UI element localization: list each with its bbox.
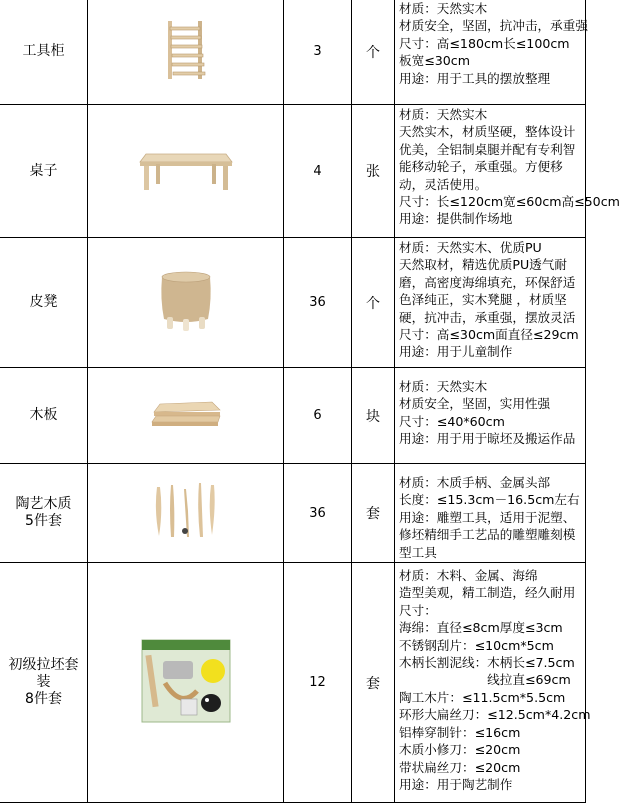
item-image — [88, 0, 284, 105]
item-unit: 张 — [352, 105, 395, 238]
item-unit: 套 — [352, 563, 395, 803]
table-row — [0, 464, 586, 563]
item-description — [395, 238, 586, 368]
desc-line: 用途：用于用于晾坯及搬运作品 — [399, 431, 576, 447]
item-description — [395, 464, 586, 563]
item-name: 陶艺木质 5件套 — [0, 464, 88, 563]
item-name: 桌子 — [0, 105, 88, 238]
desc-line: 材质：天然实木 — [399, 1, 488, 16]
tool-shelf-image — [164, 19, 208, 81]
desc-line: 天然取材，精选优质PU透气耐磨，高密度海绵填充，环保舒适色泽纯正，实木凳腿 ，材质坚硬，抗冲击，承重强，摆放灵活 — [399, 257, 576, 325]
item-quantity: 6 — [284, 368, 352, 464]
wooden-table-image — [138, 146, 234, 192]
item-unit: 个 — [352, 238, 395, 368]
item-quantity: 36 — [284, 238, 352, 368]
desc-line: 木质小修刀：≤20cm — [399, 742, 521, 758]
desc-line: 材质：天然实木、优质PU — [399, 240, 542, 255]
desc-line: 材质：木质手柄、金属头部 — [399, 475, 551, 490]
desc-line: 用途：雕塑工具，适用于泥塑、修坯精细手工艺品的雕塑雕刻模型工具 — [399, 509, 576, 560]
item-quantity: 4 — [284, 105, 352, 238]
table-row — [0, 238, 586, 368]
table-row — [0, 563, 586, 803]
desc-line: 尺寸：≤40*60cm — [399, 413, 505, 429]
item-name: 工具柜 — [0, 0, 88, 105]
desc-line: 用途：提供制作场地 — [399, 211, 513, 227]
item-unit: 个 — [352, 0, 395, 105]
item-description — [395, 0, 586, 105]
item-image — [88, 238, 284, 368]
desc-line: 板宽≤30cm — [399, 53, 470, 69]
desc-line: 木柄长割泥线：木柄长≤7.5cm — [399, 655, 575, 671]
desc-line: 材质安全，坚固，实用性强 — [399, 396, 551, 412]
item-name: 皮凳 — [0, 238, 88, 368]
item-image — [88, 464, 284, 563]
item-name: 木板 — [0, 368, 88, 464]
desc-line: 造型美观，精工制造，经久耐用 — [399, 585, 576, 601]
desc-line: 天然实木，材质坚硬，整体设计优美，全铝制桌腿并配有专利智能移动轮子，承重强。方便移动，灵活使用。 — [399, 124, 576, 192]
desc-line: 陶工木片：≤11.5cm*5.5cm — [399, 689, 566, 705]
desc-line: 材质：天然实木 — [399, 379, 488, 394]
pottery-kit-image — [141, 639, 231, 723]
desc-line: 用途：用于儿童制作 — [399, 344, 513, 360]
desc-line: 铝棒穿制针：≤16cm — [399, 724, 521, 740]
leather-stool-image — [154, 269, 218, 333]
desc-line: 尺寸： — [399, 602, 437, 618]
desc-line: 尺寸：长≤120cm宽≤60cm高≤50cm — [399, 194, 620, 210]
desc-line: 长度：≤15.3cm－16.5cm左右 — [399, 492, 580, 508]
desc-line: 材质：木料、金属、海绵 — [399, 568, 538, 584]
item-description — [395, 105, 620, 238]
item-name: 初级拉坯套 装 8件套 — [0, 563, 88, 803]
table-row — [0, 0, 586, 105]
desc-line: 用途：用于陶艺制作 — [399, 776, 513, 792]
item-image — [88, 368, 284, 464]
item-quantity: 36 — [284, 464, 352, 563]
desc-line: 用途：用于工具的摆放整理 — [399, 70, 551, 86]
wooden-boards-image — [150, 398, 222, 430]
item-unit: 块 — [352, 368, 395, 464]
desc-line: 材质：天然实木 — [399, 107, 488, 122]
item-image — [88, 105, 284, 238]
desc-line: 尺寸：高≤30cm面直径≤29cm — [399, 327, 579, 343]
item-description — [395, 368, 586, 464]
item-description — [395, 563, 591, 803]
desc-line: 材质安全，坚固，抗冲击，承重强 — [399, 18, 588, 34]
desc-line: 不锈钢刮片：≤10cm*5cm — [399, 637, 554, 653]
desc-line: 线拉直≤69cm — [399, 672, 571, 688]
table-row — [0, 368, 586, 464]
desc-line: 环形大扁丝刀：≤12.5cm*4.2cm — [399, 707, 591, 723]
item-image — [88, 563, 284, 803]
item-quantity: 3 — [284, 0, 352, 105]
desc-line: 海绵：直径≤8cm厚度≤3cm — [399, 620, 563, 636]
item-unit: 套 — [352, 464, 395, 563]
clay-tools-image — [151, 481, 221, 541]
desc-line: 带状扁丝刀：≤20cm — [399, 759, 521, 775]
desc-line: 尺寸：高≤180cm长≤100cm — [399, 35, 570, 51]
item-quantity: 12 — [284, 563, 352, 803]
table-row — [0, 105, 586, 238]
